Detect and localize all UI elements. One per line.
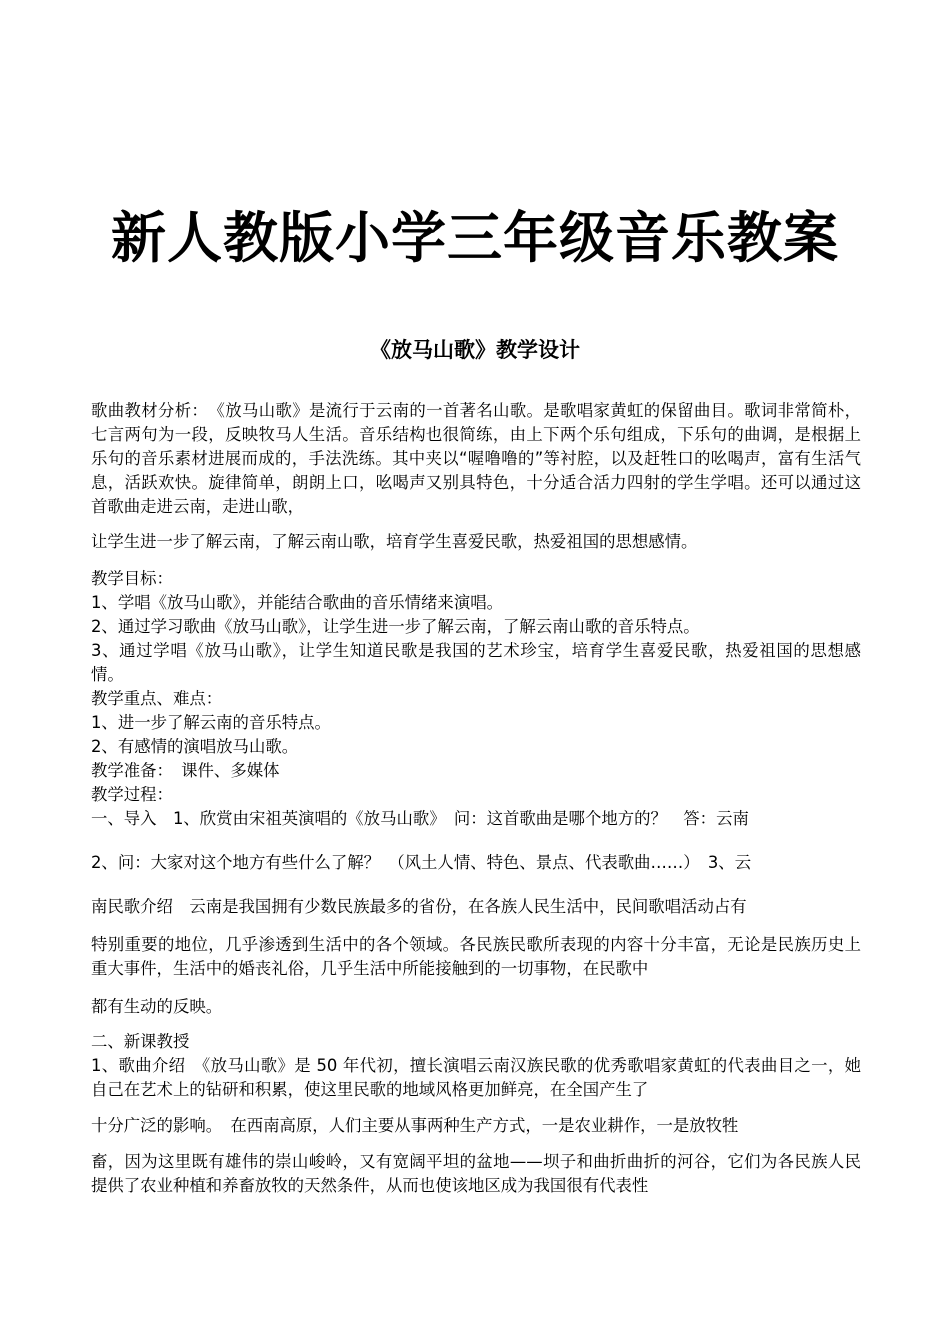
document-title: 新人教版小学三年级音乐教案 xyxy=(110,206,839,270)
heading-key-points: 教学重点、难点： xyxy=(91,689,223,708)
goal-item-2: 2、通过学习歌曲《放马山歌》，让学生进一步了解云南，了解云南山歌的音乐特点。 xyxy=(91,617,700,636)
new-lesson-landscape: 畜，因为这里既有雄伟的崇山峻岭，又有宽阔平坦的盆地——坝子和曲折曲折的河谷，它们为各民族人民提供了农业种植和养畜放牧的天然条件，从而也使该地区成为我国很有代表性 xyxy=(91,1152,861,1195)
paragraph-analysis-continued: 让学生进一步了解云南，了解云南山歌，培育学生喜爱民歌，热爱祖国的思想感情。 xyxy=(91,532,698,551)
goal-item-1: 1、学唱《放马山歌》，并能结合歌曲的音乐情绪来演唱。 xyxy=(91,593,503,612)
heading-new-lesson: 二、新课教授 xyxy=(91,1032,190,1051)
teaching-preparation: 教学准备： 课件、多媒体 xyxy=(91,761,280,780)
new-lesson-plateau: 十分广泛的影响。 在西南高原，人们主要从事两种生产方式，一是农业耕作，一是放牧牲 xyxy=(91,1116,739,1135)
process-intro-line: 一、导入 1、欣赏由宋祖英演唱的《放马山歌》 问：这首歌曲是哪个地方的？ 答：云南 xyxy=(91,809,749,828)
new-lesson-song-intro: 1、歌曲介绍 《放马山歌》是 50 年代初，擅长演唱云南汉族民歌的优秀歌唱家黄虹的代表曲目之一，她自己在艺术上的钻研和积累，使这里民歌的地域风格更加鲜亮，在全国产生了 xyxy=(91,1056,861,1099)
document-body xyxy=(91,399,861,1198)
process-yunnan-intro: 南民歌介绍 云南是我国拥有少数民族最多的省份，在各族人民生活中，民间歌唱活动占有 xyxy=(91,897,747,916)
paragraph-analysis: 歌曲教材分析： 《放马山歌》是流行于云南的一首著名山歌。是歌唱家黄虹的保留曲目。歌词非常简朴，七言两句为一段，反映牧马人生活。音乐结构也很简练，由上下两个乐句组成，下乐句的曲调，是根据上乐句的音乐素材进展而成的，手法洗练。其中夹以“喔噜噜的”等衬腔，以及赶牲口的吆喝声，富有生活气息，活跃欢快。旋律简单，朗朗上口，吆喝声又别具特色，十分适合活力四射的学生学唱。还可以通过这首歌曲走进云南，走进山歌， xyxy=(91,401,861,516)
process-yunnan-end: 都有生动的反映。 xyxy=(91,997,223,1016)
heading-teaching-process: 教学过程： xyxy=(91,785,173,804)
process-yunnan-detail: 特别重要的地位，几乎渗透到生活中的各个领域。各民族民歌所表现的内容十分丰富，无论是民族历史上重大事件，生活中的婚丧礼俗，几乎生活中所能接触到的一切事物，在民歌中 xyxy=(91,935,861,978)
goal-item-3: 3、通过学唱《放马山歌》，让学生知道民歌是我国的艺术珍宝，培育学生喜爱民歌，热爱祖国的思想感情。 xyxy=(91,641,861,684)
key-point-2: 2、有感情的演唱放马山歌。 xyxy=(91,737,299,756)
process-question-line: 2、问：大家对这个地方有些什么了解？ （风土人情、特色、景点、代表歌曲……） 3、云 xyxy=(91,853,752,872)
key-point-1: 1、进一步了解云南的音乐特点。 xyxy=(91,713,331,732)
document-subtitle: 《放马山歌》教学设计 xyxy=(370,338,580,362)
heading-teaching-goals: 教学目标： xyxy=(91,569,173,588)
